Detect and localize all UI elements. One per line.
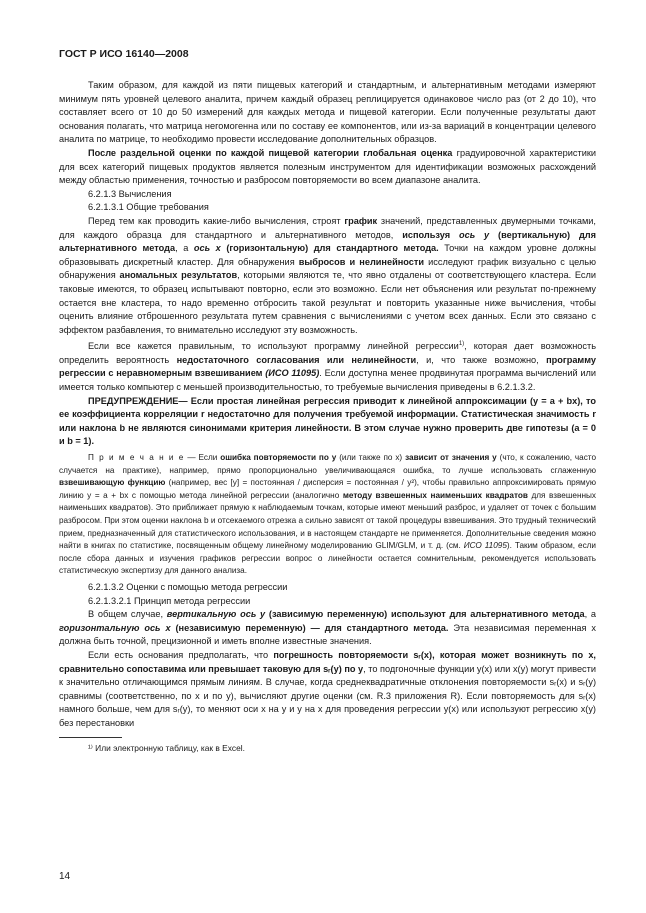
paragraph-6: [59, 608, 596, 649]
text-run: для взвешенных наименьших квадратов). Это приближает прямую к наблюдаемым точкам, которые имеют меньший разброс, и удаляет от точек с большим разбросом. При этом оценки наклона b и отсекаемого отрезка a сильно зависят от такой процедуры взвешивания. Это трудный технический прием, предназначенный для статистического использования, и в настоящем стандарте не применяется. Дополнительные сведения можно найти в книгах по статистике, посвященным общему линейному моделированию GLIM/GLM, и т. д. (см.: [59, 490, 597, 551]
text-run: значений, представленных двумерными точками, для каждого образца для стандартного и альтернативного методов,: [59, 215, 596, 240]
bold-run: (горизонтальную) для стандартного метода.: [220, 243, 439, 254]
bold-run: (зависимую переменную) используют для альтернативного метода: [265, 609, 585, 620]
paragraph-4: [59, 340, 596, 394]
note-label: П р и м е ч а н и е: [88, 453, 185, 463]
footnote-ref: 1): [458, 341, 465, 348]
bold-run: погрешность повторяемости sᵣ(x), которая может возникнуть по x, сравнительно сопоставима или превышает таковую для sᵣ(y) по y: [59, 649, 596, 674]
bold-italic-run: ось x: [193, 243, 221, 254]
text-run: , а: [175, 243, 194, 254]
text-run: В общем случае,: [88, 609, 167, 620]
text-run: , а: [584, 609, 596, 620]
bold-run: (независимую переменную) — для стандартного метода.: [170, 622, 449, 633]
text-run: (или также по x): [336, 453, 406, 463]
text-run: , то подгоночные функции y(x) или x(y) могут привести к значительно отличающимся прямым линиям. В случае, когда среднеквадратичные отклонения повторяемости sᵣ(x) и sᵣ(y) сравнимы (соответственно, по x и по y), вычисляют другие оценки (см. R.3 приложения R). Если повторяемость для sᵣ(x) намного больше, чем для sᵣ(y), то меняют оси x на y и y на x для проведения регрессии y(x) или используют регрессию x(y) без перестановки: [59, 663, 596, 728]
text-run: . Если доступна менее продвинутая программа вычислений или имеется только компьютер с меньшей производительностью, то требуемые вычисления приведены в 6.2.1.3.2.: [59, 368, 596, 393]
heading-6-2-1-3-1: 6.2.1.3.1 Общие требования: [88, 202, 209, 213]
text-run: , которыми являются те, что явно отдалены от соответствующего кластера. Если таковые имеются, то образец испытывают повторно, если это возможно. Если нет объяснения или результат по-прежнему остается вне кластера, то надо временно отбросить такой результат и повторить указанные ниже вычисления, чтобы оценить влияние отброшенного результата путем сравнения с вычислениями с учетом всех данных. Если это связано с эффектом разбавления, то внимательно исследуют эту возможность.: [59, 270, 596, 335]
text-run: исследуют график визуально с целью обнаружения: [59, 256, 596, 281]
note-paragraph: [59, 452, 596, 578]
heading-6-2-1-3-2-1: 6.2.1.3.2.1 Принцип метода регрессии: [88, 595, 251, 606]
text-run: градуировочной характеристики для всех категорий пищевых продуктов является полезным инструментом для идентификации возможных расхождений между областью применения, точностью и разбросом повторяемости во всем диапазоне аналита.: [59, 147, 596, 186]
bold-run: зависит от значения y: [405, 453, 497, 463]
bold-italic-run: вертикальную ось y: [166, 609, 266, 620]
bold-run: После раздельной оценки по каждой пищевой категории глобальная оценка: [88, 147, 453, 158]
bold-run: ошибка повторяемости по y: [220, 453, 337, 463]
footnote-rule: [59, 737, 122, 738]
bold-run: недостаточного согласования или нелинейности: [176, 354, 417, 365]
bold-run: взвешивающую функцию: [59, 478, 166, 488]
text-run: ). Таким образом, если после сбора данных и изучения графиков регрессии вопрос о линейности остается сомнительным, рекомендуется использовать статистическую экспертизу для данного анализа.: [59, 541, 597, 576]
paragraph-1: Таким образом, для каждой из пяти пищевых категорий и стандартным, и альтернативным методами измеряют минимум пять уровней целевого аналита, причем каждый образец реплицируется одинаковое число раз (от 2 до 10), что составляет всего от 10 до 50 измерений для каждых метода и пищевой категории. Если полученные результаты дают основания полагать, что матрица негомогенна или по составу ее компонентов, или из-за вариаций в концентрации целевого аналита по матрице, то необходимо провести исследование дополнительных образцов.: [59, 80, 596, 145]
bold-run: методу взвешенных наименьших квадратов: [342, 490, 528, 500]
bold-run: программу регрессии с неравномерным взвешиванием: [59, 354, 597, 379]
text-run: — Если: [184, 453, 221, 463]
bold-run: аномальных результатов: [119, 270, 238, 281]
text-run: (что, к сожалению, часто случается на практике), например, прямо пропорционально увеличивающаяся ошибка, то лучше использовать сглаженную: [59, 453, 597, 475]
bold-run: (вертикальную) для альтернативного метода: [59, 229, 597, 254]
bold-italic-run: горизонтальную ось x: [59, 622, 171, 633]
warning-paragraph: ПРЕДУПРЕЖДЕНИЕ— Если простая линейная регрессия приводит к линейной аппроксимации (y = a + bx), то ее коэффициента корреляции r недостаточно для получения требуемой информации. Статистическая значимость r или наклона b не являются синонимами критерия линейности. В этом случае нужно проверить две гипотезы (a = 0 и b = 1).: [59, 395, 596, 447]
italic-run: ИСО 11095: [463, 541, 507, 551]
bold-italic-run: (ИСО 11095): [262, 368, 320, 379]
bold-run: график: [344, 215, 378, 226]
bold-run: выбросов и нелинейности: [298, 256, 425, 267]
text-run: Если есть основания предполагать, что: [88, 649, 274, 660]
paragraph-7: [59, 649, 596, 731]
bold-run: используя: [402, 229, 459, 240]
text-run: , которая дает возможность определить вероятность: [59, 341, 596, 365]
heading-6-2-1-3-2: 6.2.1.3.2 Оценки с помощью метода регрессии: [88, 581, 288, 592]
text-run: (например, вес [y] = постоянная / дисперсия = постоянная / y²), чтобы правильно аппроксимировать прямую линию y = a + bx с помощью метода линейной регрессии (аналогично: [59, 478, 596, 500]
text-run: , и, что также возможно,: [416, 354, 547, 365]
text-run: Если все кажется правильным, то используют программу линейной регрессии: [88, 341, 459, 352]
paragraph-3: [59, 215, 596, 337]
heading-6-2-1-3: 6.2.1.3 Вычисления: [88, 188, 172, 199]
text-run: Эта независимая переменная x должна быть точной, прецизионной и иметь вполне известные значения.: [59, 622, 597, 647]
text-run: Точки на каждом уровне должны образовывать дискретный кластер. Для обнаружения: [59, 243, 596, 267]
page-number: 14: [59, 871, 71, 882]
standard-header: ГОСТ Р ИСО 16140—2008: [59, 48, 189, 60]
bold-italic-run: ось y: [458, 229, 490, 240]
paragraph-2: [59, 147, 596, 188]
footnote: ¹⁾ Или электронную таблицу, как в Excel.: [88, 742, 245, 753]
text-run: Перед тем как проводить какие-либо вычисления, строят: [88, 215, 345, 226]
